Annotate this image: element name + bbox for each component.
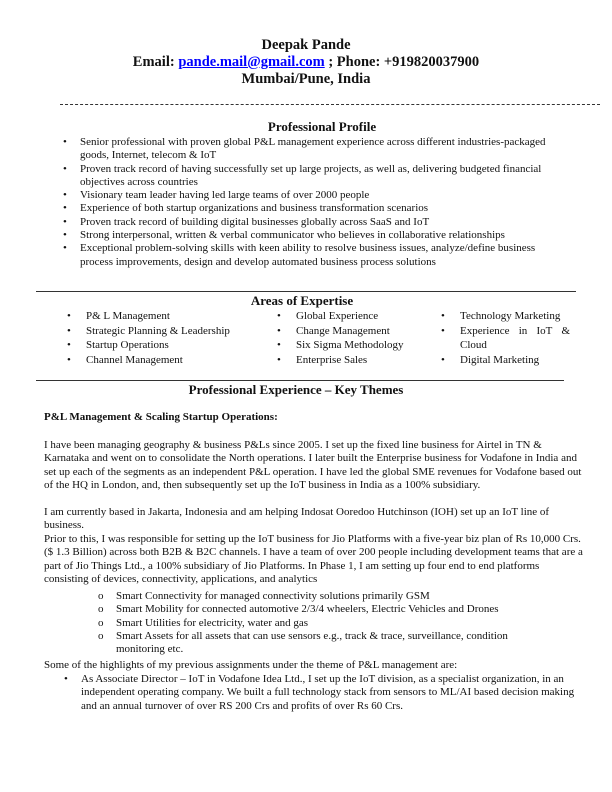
bullet-icon: • (67, 310, 71, 322)
circle-bullet-icon: o (98, 629, 104, 642)
circle-bullet-icon: o (98, 616, 104, 629)
bullet-icon: • (441, 324, 445, 337)
expertise-item: • Channel Management (67, 353, 183, 366)
profile-list (63, 136, 560, 269)
expertise-item: • Experience in IoT & Cloud (441, 324, 570, 352)
expertise-item: • Six Sigma Methodology (277, 339, 404, 352)
bullet-icon: • (63, 162, 67, 175)
experience-paragraph: Prior to this, I was responsible for setting up the IoT business for Jio Platforms with a five-year biz plan of Rs 10,000 Crs. ($ 1.3 Billion) across both B2B & B2C channels. I have a team of over 200 people including development teams that are a part of Jio Things Ltd., a 100% subsidiary of Jio Platforms. In Phase 1, I am setting up four end to end platforms consisting of devices, connectivity, applications, and analytics (44, 533, 583, 585)
bullet-icon: • (63, 242, 67, 255)
expertise-item: • Strategic Planning & Leadership (67, 324, 230, 337)
bullet-icon: • (441, 353, 445, 366)
circle-bullet-icon: o (98, 590, 104, 602)
platform-item: o Smart Utilities for electricity, water and gas (98, 616, 309, 629)
email-link[interactable]: pande.mail@gmail.com (178, 54, 325, 70)
expertise-item: • Global Experience (277, 310, 379, 322)
profile-item: • Proven track record of having successfully set up large projects, as well as, delivering budgeted financial objectives across countries (63, 162, 542, 188)
profile-title: Professional Profile (267, 119, 377, 134)
bullet-icon: • (67, 353, 71, 366)
experience-top-divider (36, 380, 564, 381)
bullet-icon: • (277, 324, 281, 337)
header-divider (60, 104, 600, 105)
expertise-item: • P& L Management (67, 310, 170, 322)
bullet-icon: • (63, 229, 67, 242)
bullet-icon: • (63, 202, 67, 215)
expertise-title: Areas of Expertise (250, 293, 354, 308)
platform-item: o Smart Mobility for connected automotive 2/3/4 wheelers, Electric Vehicles and Drones (98, 603, 499, 616)
bullet-icon: • (277, 339, 281, 352)
highlights-intro: Some of the highlights of my previous assignments under the theme of P&L management are: (44, 659, 458, 671)
expertise-column-2 (277, 309, 436, 367)
expertise-column-1 (67, 309, 266, 367)
expertise-item: • Enterprise Sales (277, 353, 368, 366)
experience-paragraph: I am currently based in Jakarta, Indonesia and am helping Indosat Ooredoo Hutchinson (IOH) set up an IoT line of business. (44, 506, 550, 532)
bullet-icon: • (441, 310, 445, 322)
bullet-icon: • (64, 673, 68, 685)
platform-item: o Smart Assets for all assets that can use sensors e.g., track & trace, surveillance, condition monitoring etc. (98, 629, 508, 656)
profile-item: • Proven track record of building digital businesses globally across SaaS and IoT (63, 215, 430, 228)
bullet-icon: • (63, 189, 67, 202)
profile-item: • Senior professional with proven global P&L management experience across different industries-packaged goods, Internet, telecom & IoT (63, 136, 546, 162)
bullet-icon: • (277, 353, 281, 366)
platforms-list (98, 590, 556, 656)
platform-item: o Smart Connectivity for managed connectivity solutions primarily GSM (98, 590, 430, 602)
experience-title: Professional Experience – Key Themes (188, 382, 404, 397)
bullet-icon: • (63, 215, 67, 228)
experience-subheading: P&L Management & Scaling Startup Operations: (44, 411, 278, 423)
bullet-icon: • (277, 310, 281, 322)
bullet-icon: • (63, 136, 67, 148)
expertise-item: • Startup Operations (67, 339, 169, 352)
expertise-item: • Technology Marketing (441, 310, 561, 322)
profile-item: • Experience of both startup organizations and business transformation scenarios (63, 202, 429, 215)
bullet-icon: • (67, 324, 71, 337)
location: Mumbai/Pune, India (241, 71, 371, 87)
phone-text: ; Phone: +919820037900 (324, 54, 480, 70)
highlights-list (64, 673, 584, 713)
bullet-icon: • (67, 339, 71, 352)
circle-bullet-icon: o (98, 603, 104, 616)
expertise-item: • Change Management (277, 324, 390, 337)
profile-item: • Exceptional problem-solving skills with keen ability to resolve business issues, analyze/define business process improvements, design and develop automated business process solutions (63, 242, 536, 268)
experience-paragraph: I have been managing geography & business P&Ls since 2005. I set up the fixed line business for Airtel in TN & Karnataka and went on to consolidate the North operations. I later built the Enterprise business for Vodafone in India and set up each of the segments as an independent P&L operation. I have led the global SME revenues for Vodafone based out of the HQ in London, and, then subsequently set up the IoT business in India as a 100% subsidiary. (44, 439, 582, 491)
expertise-column-3 (441, 309, 570, 367)
contact-line (0, 54, 612, 71)
expertise-top-divider (36, 291, 576, 292)
profile-item: • Visionary team leader having led large teams of over 2000 people (63, 189, 370, 202)
email-label: Email: (132, 54, 179, 70)
candidate-name: Deepak Pande (261, 37, 351, 53)
expertise-item: • Digital Marketing (441, 353, 540, 366)
profile-item: • Strong interpersonal, written & verbal communicator who believes in collaborative relationships (63, 229, 505, 242)
highlight-item: • As Associate Director – IoT in Vodafone Idea Ltd., I set up the IoT division, as a specialist organization, in an independent operating company. We built a full technology stack from sensors to ML/AI based decision making and an annual turnover of over RS 200 Crs and profits of over Rs 60 Crs. (64, 673, 575, 712)
